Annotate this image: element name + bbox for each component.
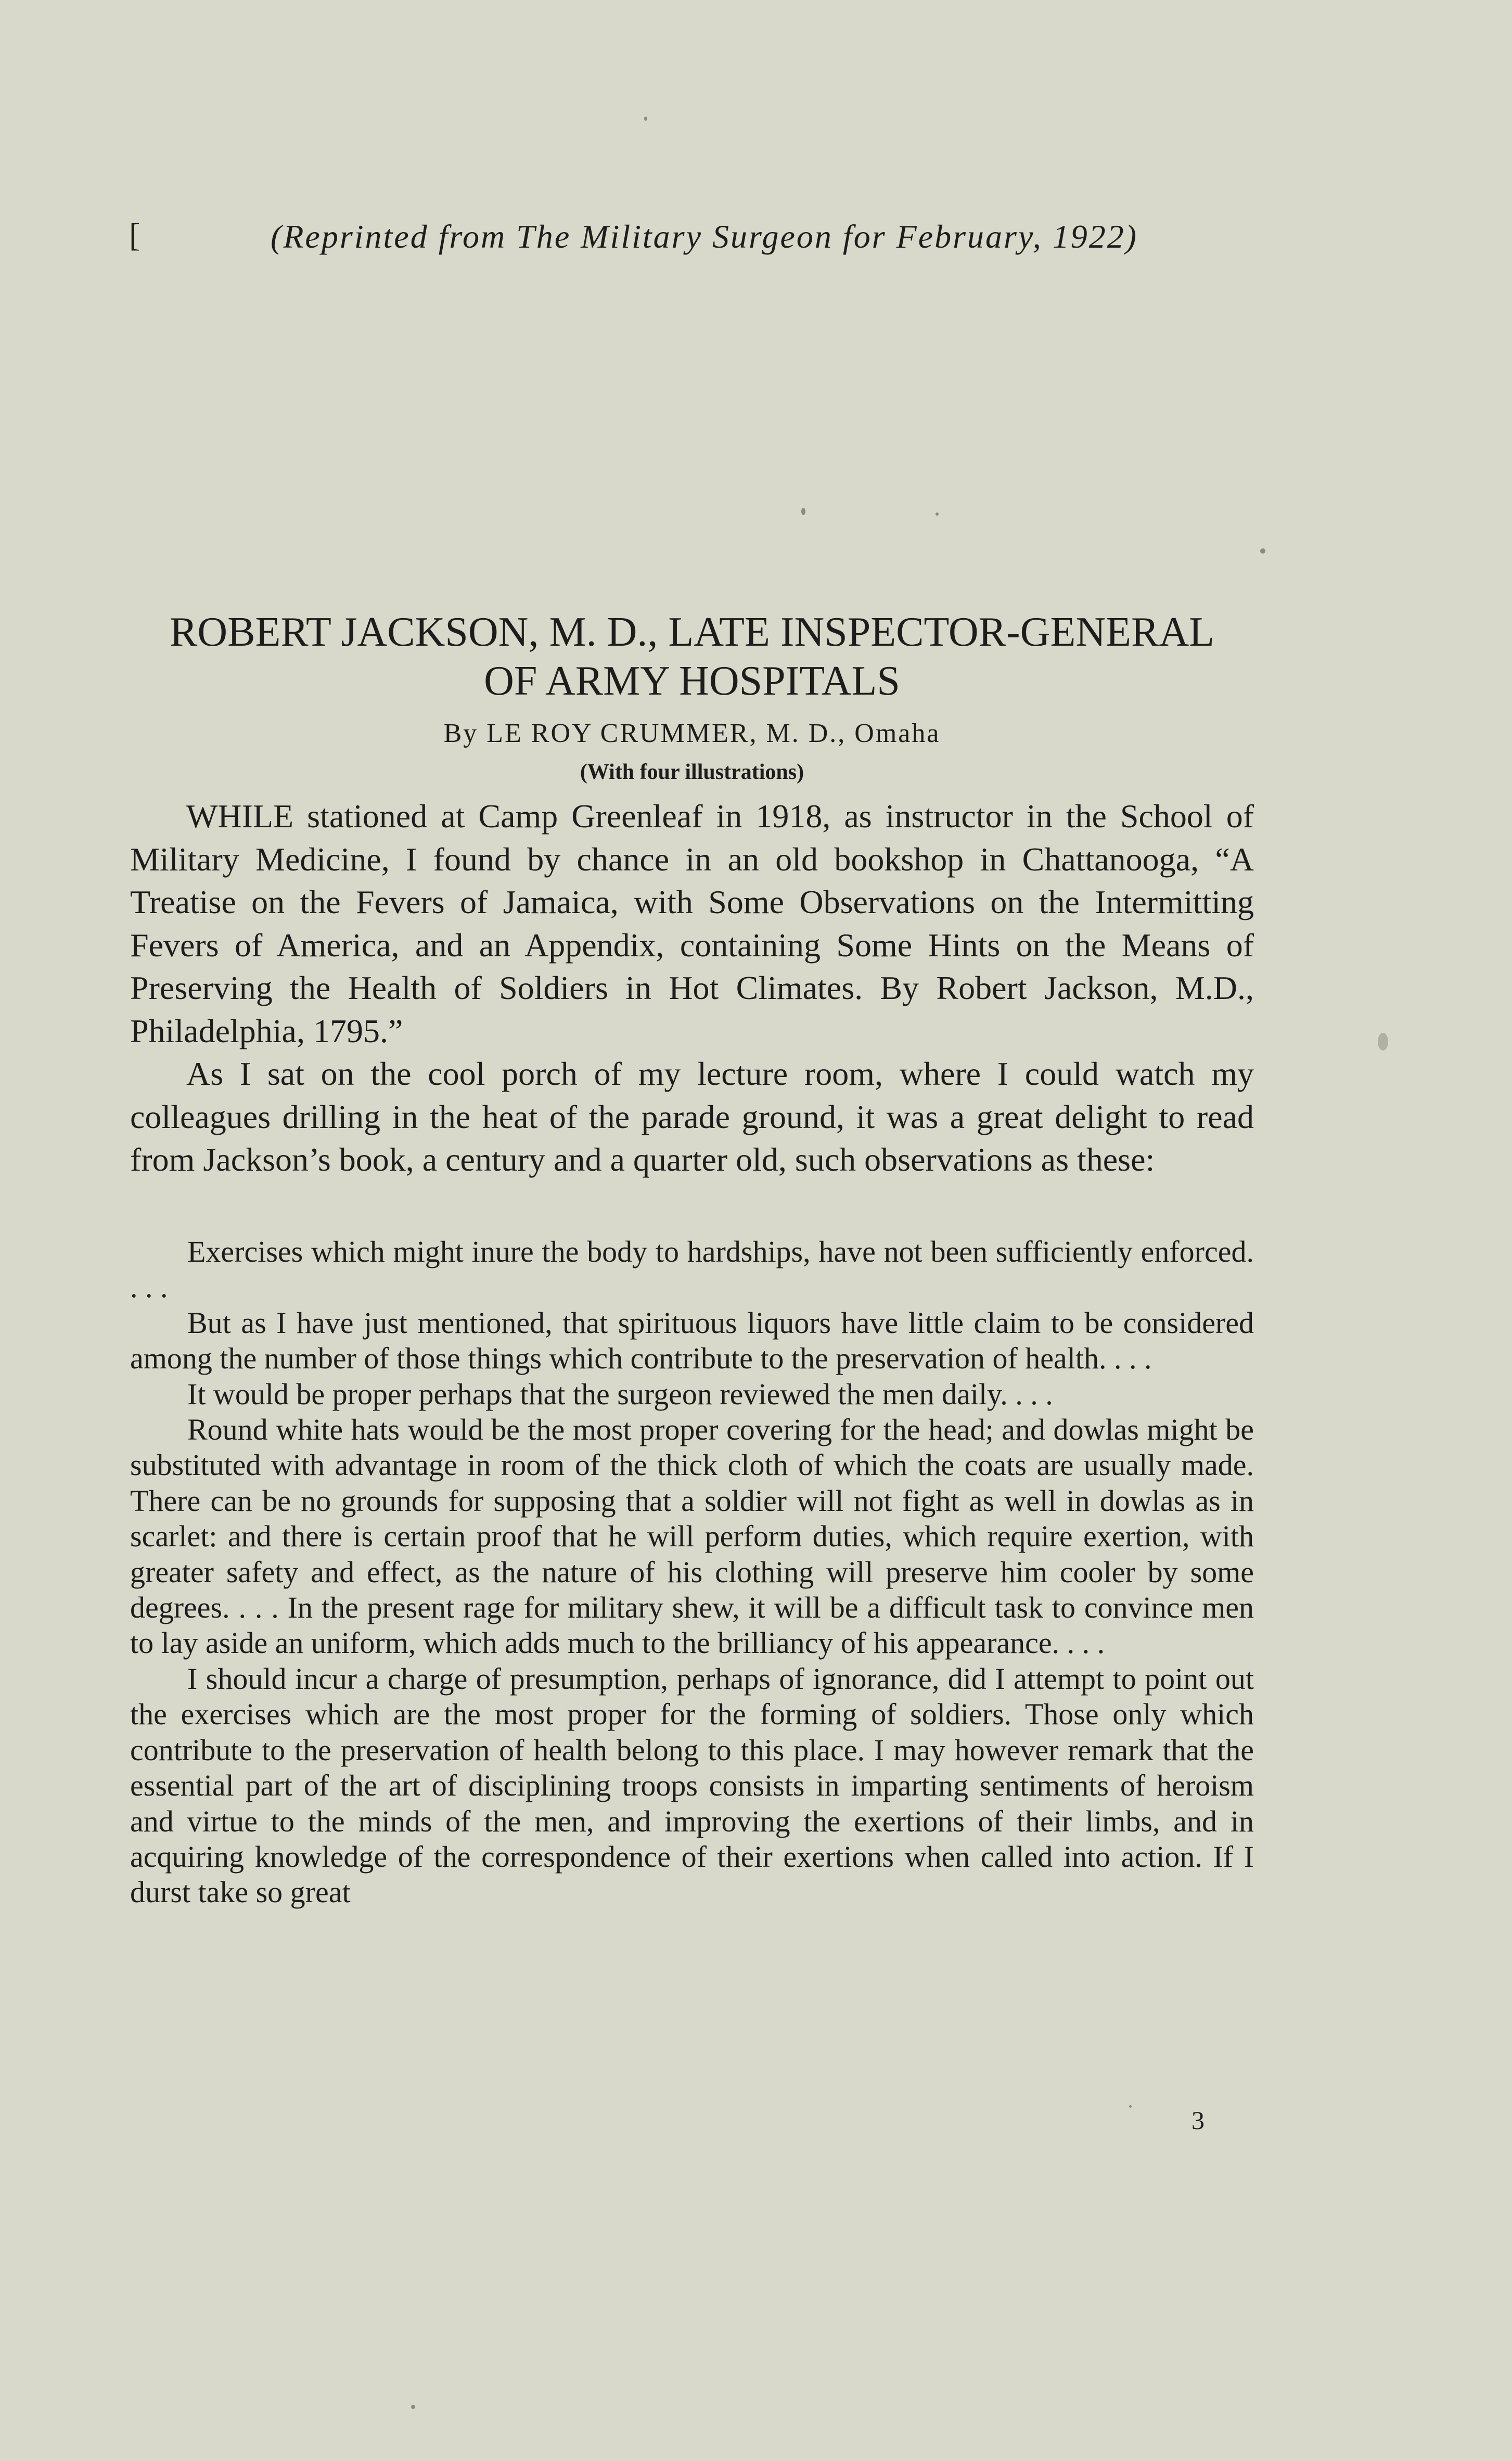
- margin-bracket: [: [129, 216, 140, 253]
- body-paragraph: As I sat on the cool porch of my lecture room, where I could watch my colleagues drilling in the heat of the parade ground, it was a great delight to read from Jackson’s book, a century and a quarter old, such observations as these:: [130, 1055, 1254, 1178]
- page-number: 3: [1191, 2106, 1205, 2135]
- paper-speck: [644, 117, 647, 121]
- paper-speck: [1378, 1033, 1388, 1050]
- paper-speck: [1260, 548, 1265, 554]
- quote-paragraph: I should incur a charge of presumption, perhaps of ignorance, did I attempt to point out the exercises which are the most proper for the forming of soldiers. Those only which contribute to the preservation of health belong to this place. I may however remark that the essential part of the art of disciplining troops consists in imparting sentiments of heroism and virtue to the minds of the men, and improving the exertions of their limbs, and in acquiring knowledge of the correspondence of their exertions when called into action. If I durst take so great: [130, 1661, 1254, 1909]
- paper-speck: [1129, 2105, 1132, 2108]
- paper-speck: [411, 2405, 415, 2409]
- quoted-passage: [130, 1234, 1254, 1911]
- reprint-note: (Reprinted from The Military Surgeon for February, 1922): [271, 218, 1138, 255]
- title-line-2: OF ARMY HOSPITALS: [484, 658, 900, 704]
- paper-speck: [936, 512, 939, 516]
- author-byline: By LE ROY CRUMMER, M. D., Omaha: [443, 719, 941, 748]
- illustrations-note: (With four illustrations): [580, 760, 804, 784]
- article-title: [130, 608, 1254, 706]
- quote-paragraph: But as I have just mentioned, that spirituous liquors have little claim to be considered among the number of those things which contribute to the preservation of health. . . .: [130, 1305, 1254, 1376]
- quote-paragraph: Exercises which might inure the body to hardships, have not been sufficiently enforced. . . .: [130, 1235, 1254, 1304]
- quote-paragraph: It would be proper perhaps that the surgeon reviewed the men daily. . . .: [187, 1377, 1053, 1411]
- paper-speck: [801, 508, 805, 515]
- title-line-1: ROBERT JACKSON, M. D., LATE INSPECTOR-GENERAL: [170, 609, 1214, 655]
- quote-paragraph: Round white hats would be the most proper covering for the head; and dowlas might be substituted with advantage in room of the thick cloth of which the coats are usually made. There can be no grounds for supposing that a soldier will not fight as well in dowlas as in scarlet: and there is certain proof that he will perform duties, which require exertion, with greater safety and effect, as the nature of his clothing will preserve him cooler by some degrees. . . . In the present rage for military shew, it will be a difficult task to convince men to lay aside an uniform, which adds much to the brilliancy of his appearance. . . .: [130, 1413, 1254, 1660]
- article-body: [130, 795, 1254, 1182]
- body-paragraph: WHILE stationed at Camp Greenleaf in 1918, as instructor in the School of Military Medicine, I found by chance in an old bookshop in Chattanooga, “A Treatise on the Fevers of Jamaica, with Some Observations on the Intermitting Fevers of America, and an Appendix, containing Some Hints on the Means of Preserving the Health of Soldiers in Hot Climates. By Robert Jackson, M.D., Philadelphia, 1795.”: [130, 798, 1254, 1049]
